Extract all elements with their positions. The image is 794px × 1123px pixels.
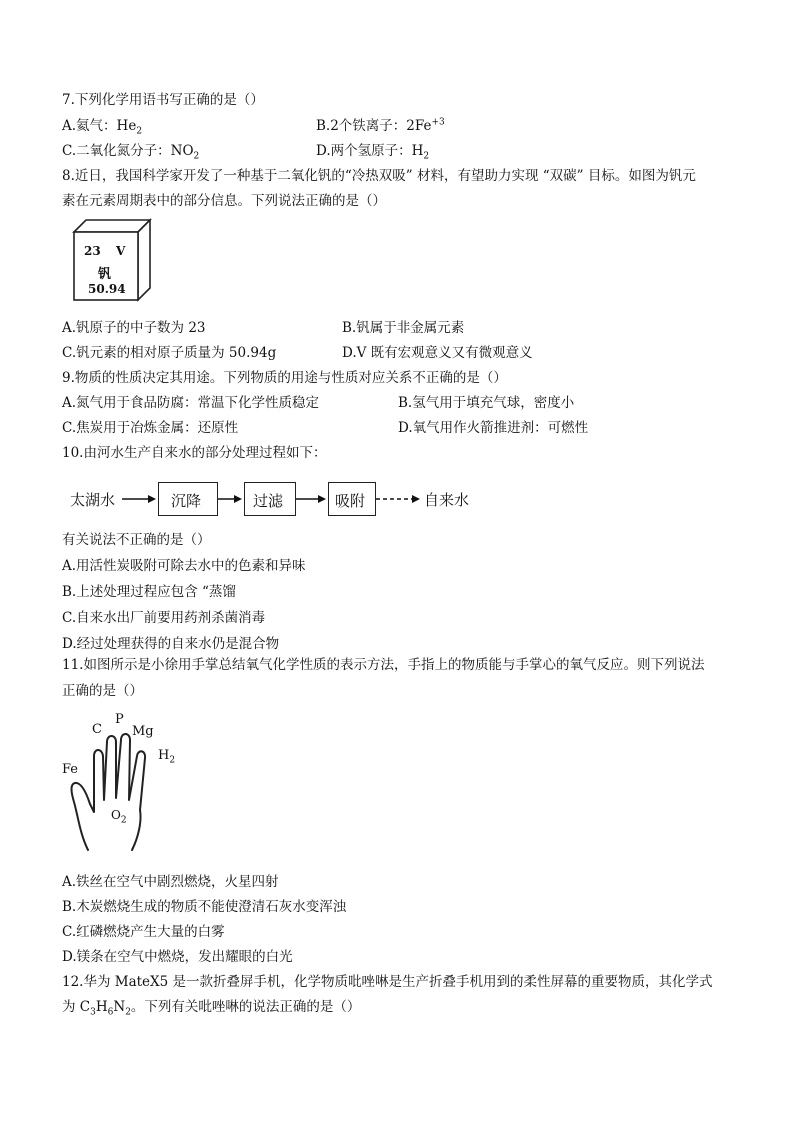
q10-stem-2: 有关说法不正确的是（） [62, 532, 211, 548]
flow-end-label: 自来水 [424, 491, 470, 509]
q8-stem-line1: 8.近日，我国科学家开发了一种基于二氧化钒的“冷热双吸” 材料，有望助力实现 “双碳” 目标。如图为钒元 [62, 168, 696, 184]
finger-label-p: P [115, 712, 124, 727]
flow-start-label: 太湖水 [70, 491, 116, 509]
q10-stem: 10.由河水生产自来水的部分处理过程如下： [62, 445, 327, 461]
q10-option-a: A.用活性炭吸附可除去水中的色素和异味 [62, 558, 306, 574]
q9-option-a: A.氮气用于食品防腐：常温下化学性质稳定 [62, 395, 320, 411]
finger-label-c: C [92, 722, 102, 737]
atomic-mass: 50.94 [88, 282, 126, 296]
finger-label-h2: $H_2$ [158, 748, 176, 766]
q10-option-c: C.自来水出厂前要用药剂杀菌消毒 [62, 610, 266, 626]
q11-option-b: B.木炭燃烧生成的物质不能使澄清石灰水变浑浊 [62, 899, 347, 915]
q9-option-d: D.氧气用作火箭推进剂：可燃性 [398, 420, 589, 436]
q11-option-a: A.铁丝在空气中剧烈燃烧，火星四射 [62, 874, 279, 890]
q10-option-b: B.上述处理过程应包含 “蒸馏 [62, 584, 236, 600]
q8-option-d: D.V 既有宏观意义又有微观意义 [342, 345, 533, 361]
q11-option-c: C.红磷燃烧产生大量的白雾 [62, 924, 225, 940]
water-treatment-flowchart [70, 482, 510, 518]
q8-option-b: B.钒属于非金属元素 [342, 320, 465, 336]
finger-label-fe: Fe [62, 762, 79, 777]
hand-outline [62, 712, 192, 860]
palm-label-o2: $O_2$ [111, 808, 127, 826]
q11-stem-line1: 11.如图所示是小徐用手掌总结氧气化学性质的表示方法，手指上的物质能与手掌心的氧气反应。则下列说法 [62, 657, 705, 673]
q9-option-c: C.焦炭用于冶炼金属：还原性 [62, 420, 239, 436]
flow-step-settling: 沉降 [158, 482, 218, 516]
q12-stem-line1: 12.华为 MateX5 是一款折叠屏手机，化学物质吡唑啉是生产折叠手机用到的柔性屏幕的重要物质，其化学式 [62, 974, 713, 990]
q8-stem-line2: 素在元素周期表中的部分信息。下列说法正确的是（） [62, 193, 386, 209]
q7-option-b: B.2个铁离子：$2Fe^{+3}$ [316, 117, 445, 134]
q7-stem: 7.下列化学用语书写正确的是（） [62, 92, 264, 108]
q8-option-c: C.钒元素的相对原子质量为 50.94g [62, 345, 277, 361]
q8-option-a: A.钒原子的中子数为 23 [62, 320, 206, 336]
q10-option-d: D.经过处理获得的自来水仍是混合物 [62, 636, 280, 652]
finger-label-mg: Mg [132, 724, 154, 739]
flow-step-adsorption: 吸附 [328, 482, 376, 516]
q7-option-a: A.氦气：$He_2$ [62, 118, 143, 137]
q11-option-d: D.镁条在空气中燃烧，发出耀眼的白光 [62, 949, 293, 965]
element-symbol: V [116, 244, 126, 258]
flow-step-filtering: 过滤 [244, 482, 296, 516]
hand-diagram [62, 712, 192, 860]
q7-option-d: D.两个氢原子：$H_2$ [316, 143, 430, 162]
element-tile-figure [72, 218, 162, 304]
q9-stem: 9.物质的性质决定其用途。下列物质的用途与性质对应关系不正确的是（） [62, 370, 507, 386]
q11-stem-line2: 正确的是（） [62, 683, 143, 699]
element-name: 钒 [98, 267, 112, 282]
q9-option-b: B.氢气用于填充气球，密度小 [398, 395, 575, 411]
atomic-number: 23 [84, 244, 101, 258]
q7-option-c: C.二氧化氮分子：$NO_2$ [62, 143, 200, 162]
q12-stem-line2: 为 $C_3H_6N_2$。下列有关吡唑啉的说法正确的是（） [62, 999, 361, 1018]
